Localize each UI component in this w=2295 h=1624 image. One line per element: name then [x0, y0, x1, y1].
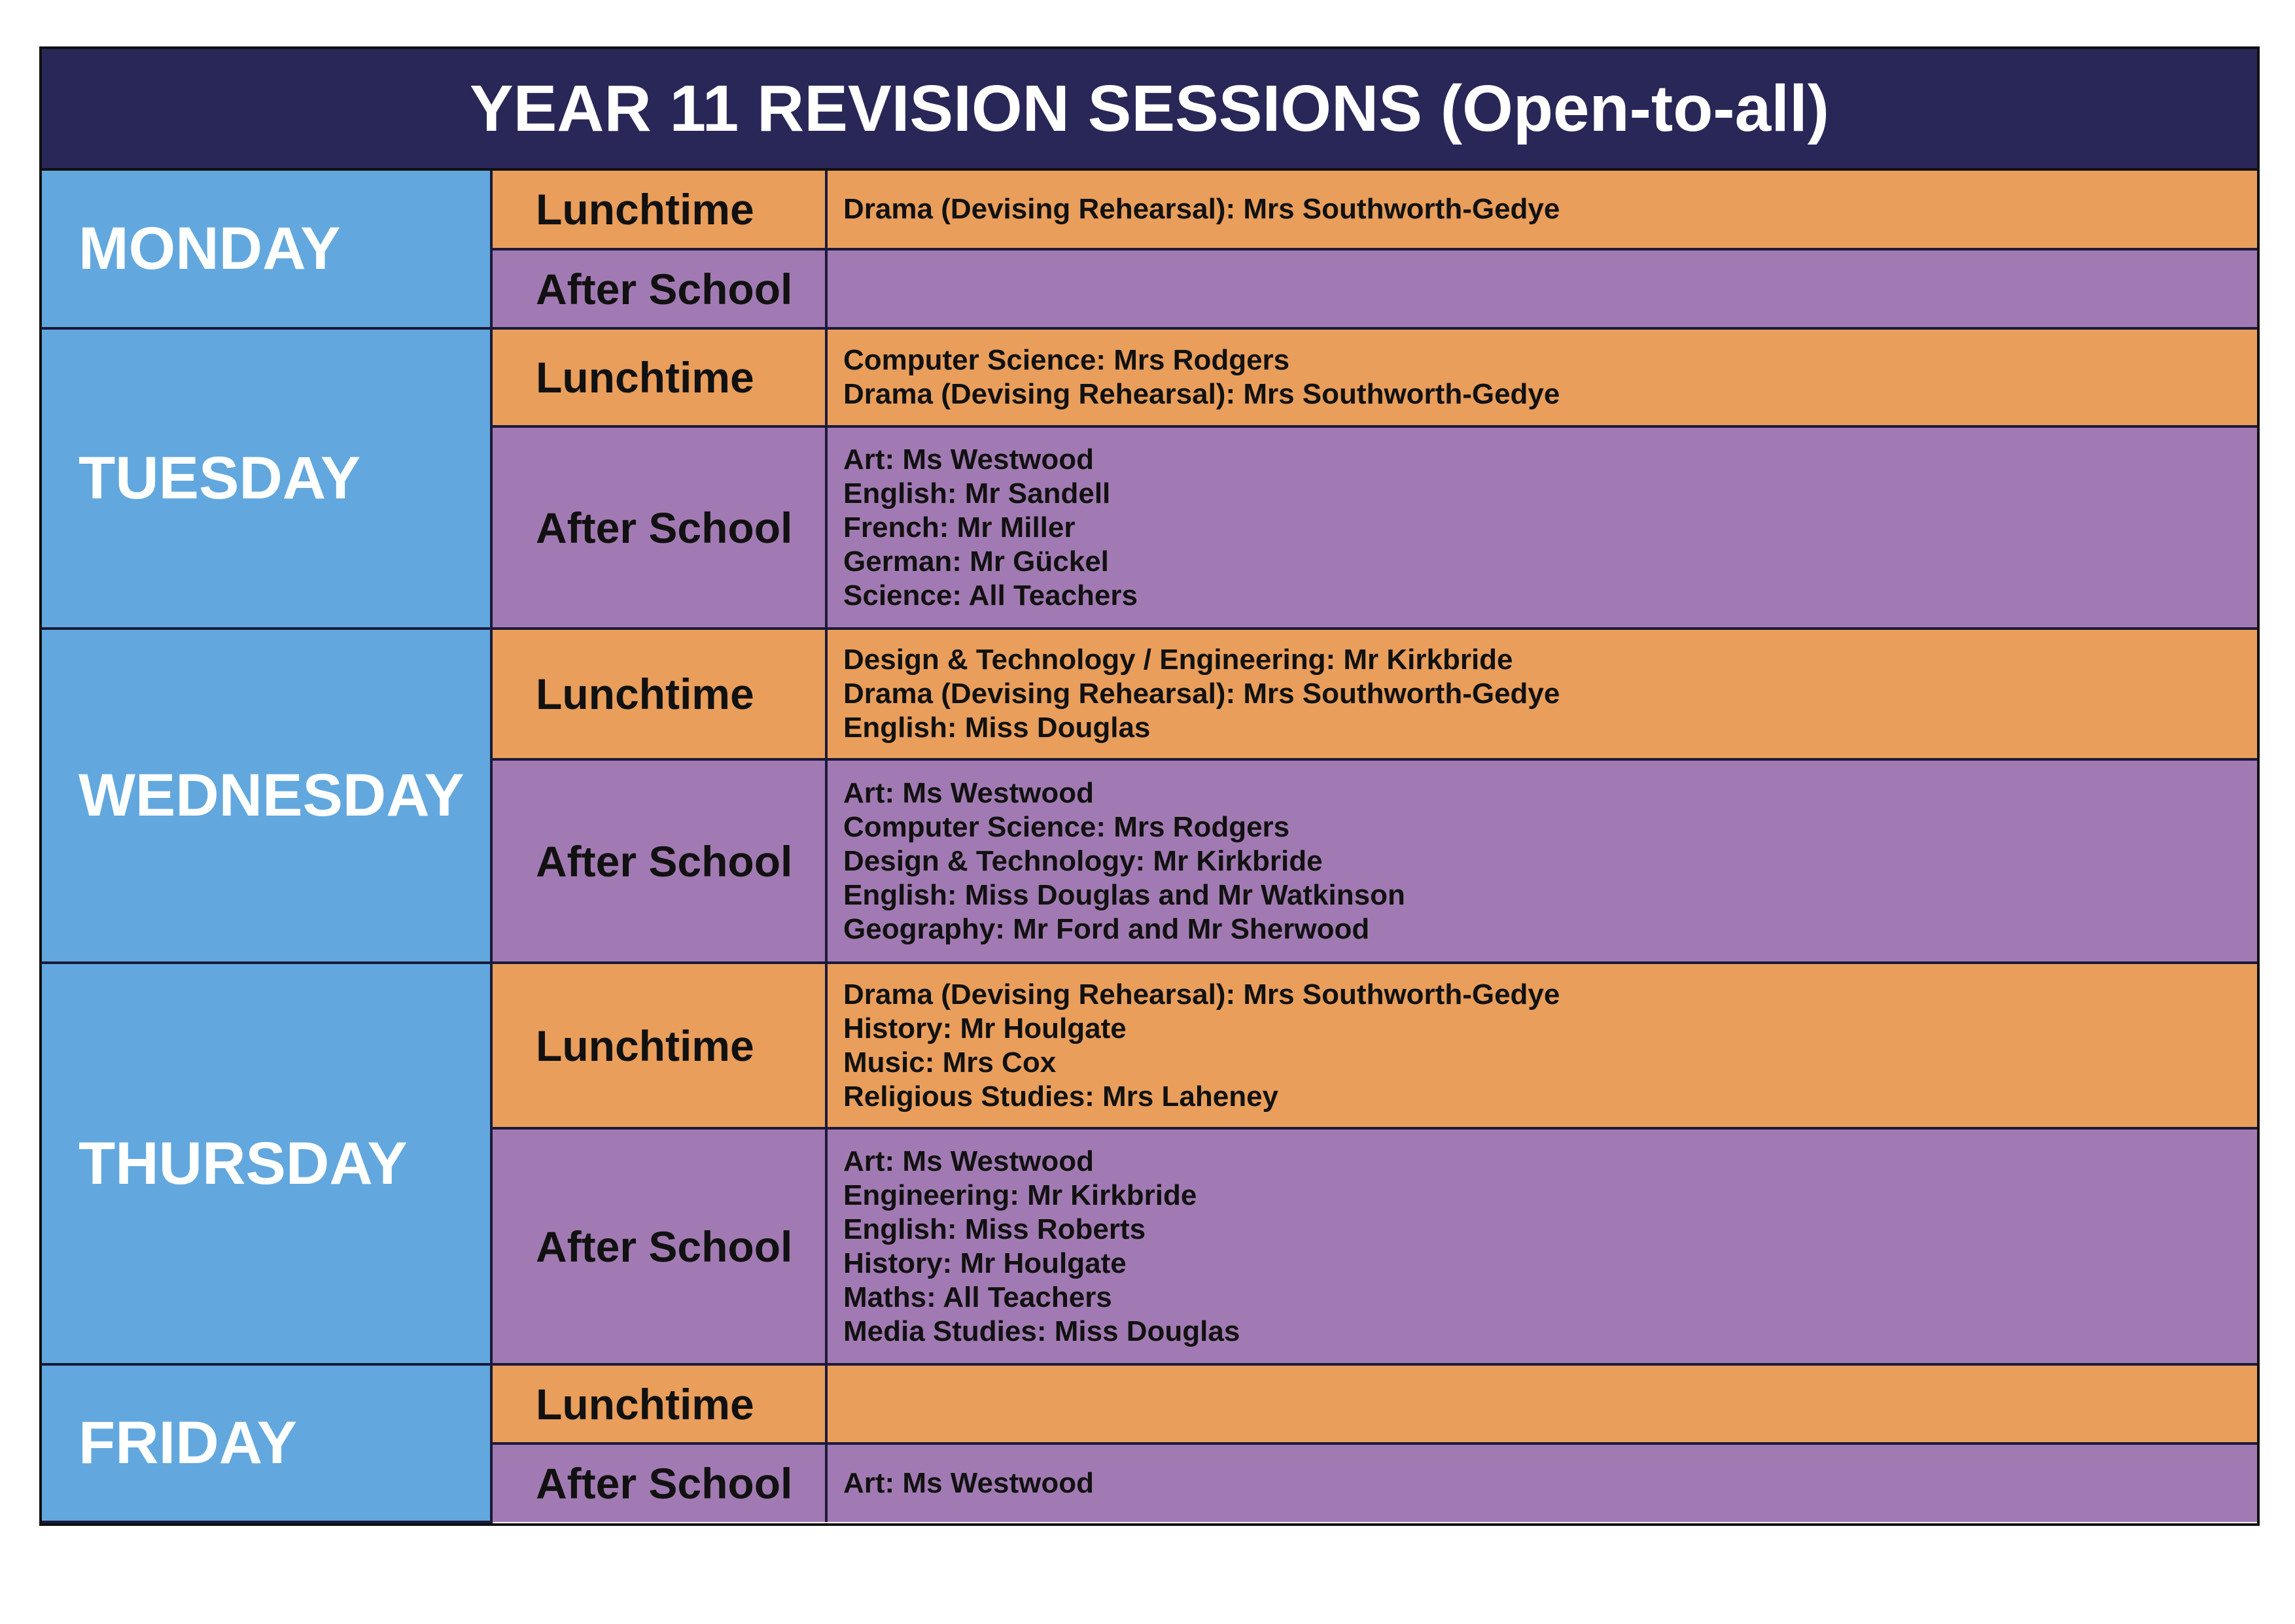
session-item: Maths: All Teachers — [843, 1281, 1112, 1313]
row-wednesday-lunchtime — [42, 629, 2257, 759]
sessions-grid-body — [42, 171, 2257, 1522]
session-item: Drama (Devising Rehearsal): Mrs Southworth-Gedye — [843, 678, 1560, 710]
sessions-list — [843, 443, 2257, 613]
row-tuesday-lunchtime — [42, 328, 2257, 426]
session-item: German: Mr Gückel — [843, 545, 1109, 578]
sessions-list — [843, 192, 2257, 226]
sessions-cell — [826, 629, 2257, 759]
session-item: Media Studies: Miss Douglas — [843, 1315, 1240, 1347]
row-friday-lunchtime — [42, 1364, 2257, 1443]
sessions-cell — [826, 249, 2257, 328]
session-item: English: Mr Sandell — [843, 477, 1111, 510]
session-item: Art: Ms Westwood — [843, 443, 1094, 475]
sessions-cell — [826, 328, 2257, 426]
day-wednesday: WEDNESDAY — [42, 629, 491, 963]
slot-label: After School — [491, 426, 826, 629]
session-item: English: Miss Douglas and Mr Watkinson — [843, 878, 1405, 911]
sessions-grid — [42, 171, 2257, 1523]
session-item: Art: Ms Westwood — [843, 776, 1094, 809]
revision-timetable — [39, 46, 2260, 1526]
session-item: English: Miss Roberts — [843, 1213, 1146, 1245]
sessions-cell — [826, 759, 2257, 963]
session-item: Music: Mrs Cox — [843, 1046, 1057, 1079]
session-item: Religious Studies: Mrs Laheney — [843, 1080, 1279, 1113]
day-friday: FRIDAY — [42, 1364, 491, 1522]
day-tuesday: TUESDAY — [42, 328, 491, 629]
sessions-cell — [826, 1364, 2257, 1443]
session-item: English: Miss Douglas — [843, 712, 1151, 744]
sessions-list — [843, 643, 2257, 745]
slot-label: After School — [491, 1443, 826, 1522]
sessions-list — [843, 776, 2257, 946]
session-item: French: Mr Miller — [843, 511, 1076, 544]
sessions-cell — [826, 963, 2257, 1128]
session-item: Computer Science: Mrs Rodgers — [843, 344, 1290, 376]
row-monday-lunchtime — [42, 171, 2257, 249]
session-item: Design & Technology: Mr Kirkbride — [843, 844, 1323, 877]
session-item: Drama (Devising Rehearsal): Mrs Southworth-Gedye — [843, 978, 1560, 1011]
session-item: Science: All Teachers — [843, 579, 1138, 612]
row-thursday-lunchtime — [42, 963, 2257, 1128]
slot-label: Lunchtime — [491, 171, 826, 249]
session-item: Geography: Mr Ford and Mr Sherwood — [843, 912, 1370, 945]
session-item: Computer Science: Mrs Rodgers — [843, 810, 1290, 843]
timetable-title: YEAR 11 REVISION SESSIONS (Open-to-all) — [42, 49, 2257, 171]
sessions-cell — [826, 1443, 2257, 1522]
session-item: Drama (Devising Rehearsal): Mrs Southworth-Gedye — [843, 193, 1560, 225]
slot-label: After School — [491, 1128, 826, 1364]
sessions-cell — [826, 1128, 2257, 1364]
session-item: Design & Technology / Engineering: Mr Kirkbride — [843, 644, 1513, 676]
session-item: Drama (Devising Rehearsal): Mrs Southworth-Gedye — [843, 378, 1560, 410]
session-item: History: Mr Houlgate — [843, 1247, 1127, 1279]
slot-label: Lunchtime — [491, 1364, 826, 1443]
session-item: Art: Ms Westwood — [843, 1145, 1094, 1177]
sessions-list — [843, 978, 2257, 1114]
sessions-list — [843, 1466, 2257, 1500]
sessions-cell — [826, 426, 2257, 629]
slot-label: Lunchtime — [491, 963, 826, 1128]
session-item: History: Mr Houlgate — [843, 1012, 1127, 1045]
day-thursday: THURSDAY — [42, 963, 491, 1364]
slot-label: After School — [491, 249, 826, 328]
session-item: Engineering: Mr Kirkbride — [843, 1179, 1197, 1211]
sessions-list — [843, 1145, 2257, 1349]
slot-label: Lunchtime — [491, 629, 826, 759]
sessions-list — [843, 343, 2257, 411]
day-monday: MONDAY — [42, 171, 491, 328]
slot-label: Lunchtime — [491, 328, 826, 426]
slot-label: After School — [491, 759, 826, 963]
session-item: Art: Ms Westwood — [843, 1467, 1094, 1499]
sessions-cell — [826, 171, 2257, 249]
